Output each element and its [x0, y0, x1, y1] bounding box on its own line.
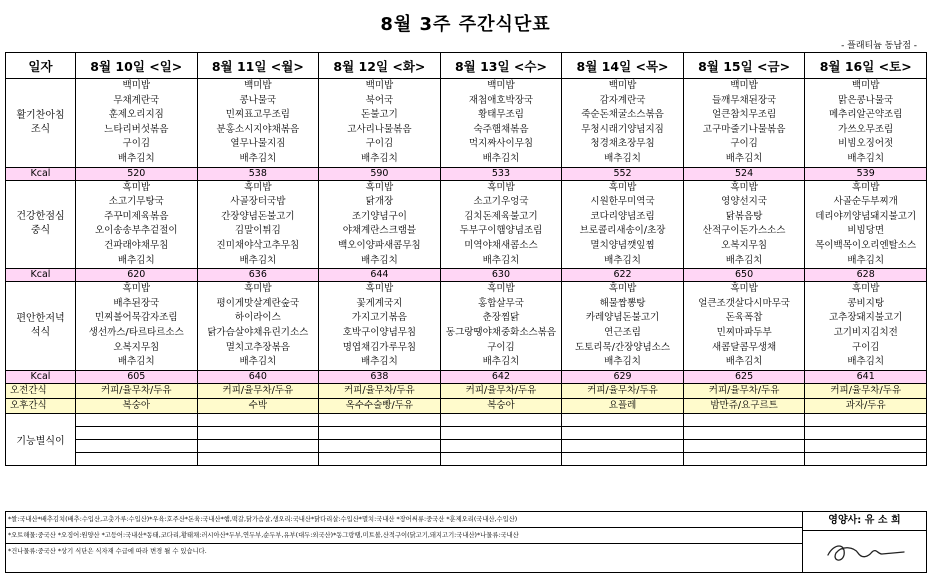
menu-item: 소고기우엉국 — [473, 196, 529, 208]
menu-cell — [76, 180, 198, 269]
kcal-value: 642 — [440, 370, 562, 383]
snack-cell: 커피/율무차/두유 — [805, 383, 927, 398]
menu-item: 배추김치 — [239, 152, 277, 164]
menu-item: 배추김치 — [117, 254, 155, 266]
menu-item: 배추김치 — [604, 152, 641, 164]
menu-item: 흑미밥 — [487, 181, 515, 193]
menu-item: 배추김치 — [482, 152, 520, 164]
diet-cell — [319, 413, 441, 426]
meal-row — [6, 79, 927, 168]
diet-cell — [805, 413, 927, 426]
menu-item: 흑미밥 — [851, 283, 880, 295]
kcal-value: 520 — [76, 167, 198, 180]
menu-item: 흑미밥 — [122, 181, 151, 193]
menu-item: 배추김치 — [361, 152, 398, 164]
kcal-value: 590 — [319, 167, 441, 180]
diet-cell — [805, 452, 927, 465]
kcal-value: 625 — [683, 370, 805, 383]
menu-item: 배추김치 — [482, 356, 520, 368]
menu-item: 배추김치 — [725, 254, 763, 266]
menu-item: 분홍소시지야채볶음 — [216, 123, 300, 135]
origin-note: *오트해물:중국산 *오징어:원양산 *고등어:국내산*동태,코다리,황태채:러시아산*두부,연두부,순두부,유부(대두:외국산)*동그랑땡,미트볼,산적구이(닭고기,돼지고기:국내산)*나물류:국내산 — [6, 528, 802, 544]
menu-item: 흑미밥 — [244, 181, 272, 193]
meal-label — [6, 282, 76, 371]
menu-item: 춘장찜닭 — [482, 312, 520, 324]
menu-item: 배추김치 — [725, 152, 763, 164]
snack-row — [6, 398, 927, 413]
menu-item: 하이라이스 — [234, 312, 281, 324]
menu-cell — [683, 79, 805, 168]
menu-item: 미역야채새콤소스 — [464, 239, 538, 251]
menu-item: 무채계란국 — [113, 94, 160, 106]
kcal-value: 650 — [683, 269, 805, 282]
diet-cell — [197, 452, 319, 465]
menu-item: 고구마줄기나물볶음 — [702, 123, 786, 135]
menu-item: 백미밥 — [487, 80, 515, 91]
kcal-value: 641 — [805, 370, 927, 383]
diet-cell — [319, 439, 441, 452]
diet-row — [6, 452, 927, 465]
day-header: 8월 10일 <일> — [76, 53, 198, 79]
menu-item: 얼큰참치무조림 — [711, 109, 777, 121]
diet-cell — [805, 439, 927, 452]
snack-cell: 커피/율무차/두유 — [562, 383, 684, 398]
snack-cell: 복숭아 — [76, 398, 198, 413]
menu-item: 브로콜리새송이/초장 — [579, 225, 666, 237]
menu-cell — [805, 282, 927, 371]
diet-cell — [76, 426, 198, 439]
menu-item: 도토리묵/간장양념소스 — [575, 341, 671, 353]
menu-item: 무청시래기양념지짐 — [581, 123, 664, 135]
menu-item: 황태무조림 — [478, 109, 524, 121]
menu-item: 진미채야삭고추무침 — [216, 239, 300, 251]
diet-row — [6, 413, 927, 426]
dietitian-name: 영양사: 유 소 희 — [803, 512, 926, 531]
menu-item: 흑미밥 — [122, 283, 151, 295]
menu-cell — [562, 79, 684, 168]
footer — [5, 511, 927, 573]
menu-cell — [683, 282, 805, 371]
menu-item: 구이김 — [730, 138, 758, 150]
menu-item: 꽃게계국지 — [356, 297, 403, 309]
kcal-label: Kcal — [6, 269, 76, 282]
page-title: 8월 3주 주간식단표 — [380, 14, 551, 35]
menu-item: 멸치양념깻잎찜 — [590, 239, 655, 251]
menu-cell — [197, 180, 319, 269]
weekly-menu-table — [5, 52, 927, 466]
menu-item: 돈불고기 — [361, 109, 398, 121]
menu-item: 흑미밥 — [608, 181, 637, 193]
snack-cell: 커피/율무차/두유 — [76, 383, 198, 398]
menu-item: 배추김치 — [604, 254, 641, 266]
kcal-value: 524 — [683, 167, 805, 180]
menu-cell — [562, 180, 684, 269]
kcal-row — [6, 167, 927, 180]
kcal-value: 538 — [197, 167, 319, 180]
menu-item: 구이김 — [365, 138, 394, 150]
menu-item: 김말이튀김 — [234, 225, 281, 237]
diet-cell — [197, 426, 319, 439]
menu-item: 동그랑땡야채중화소스볶음 — [445, 326, 557, 338]
signature-box — [803, 511, 927, 573]
meal-label — [6, 180, 76, 269]
date-header: 일자 — [6, 53, 76, 79]
menu-cell — [76, 79, 198, 168]
diet-cell — [683, 439, 805, 452]
menu-item: 얼큰조갯살다시마무국 — [698, 297, 790, 309]
diet-cell — [319, 426, 441, 439]
day-header: 8월 11일 <월> — [197, 53, 319, 79]
menu-item: 배추김치 — [117, 152, 155, 164]
diet-cell — [440, 452, 562, 465]
diet-label: 기능별식이 — [6, 413, 76, 465]
kcal-value: 620 — [76, 269, 198, 282]
menu-item: 고기비지김치전 — [833, 326, 898, 338]
menu-item: 흑미밥 — [244, 283, 272, 295]
diet-cell — [440, 426, 562, 439]
snack-label: 오후간식 — [6, 398, 76, 413]
menu-item: 콩나물국 — [239, 94, 277, 106]
diet-cell — [440, 413, 562, 426]
menu-item: 흑미밥 — [730, 181, 758, 193]
diet-cell — [197, 413, 319, 426]
menu-item: 흑미밥 — [851, 181, 880, 193]
menu-item: 고추장돼지불고기 — [828, 312, 903, 324]
menu-cell — [197, 282, 319, 371]
menu-cell — [197, 79, 319, 168]
header-row — [6, 53, 927, 79]
menu-item: 들깨무채된장국 — [711, 94, 777, 106]
menu-item: 연근조림 — [604, 326, 641, 338]
menu-item: 먹지짜사이무침 — [468, 138, 534, 150]
menu-item: 배추김치 — [239, 356, 277, 368]
menu-item: 닭가슴살야채유린기소스 — [207, 326, 309, 338]
origin-note: *건나물류:중국산 *상기 식단은 식자재 수급에 따라 변경 될 수 있습니다. — [8, 548, 207, 555]
day-header: 8월 16일 <토> — [805, 53, 927, 79]
kcal-row — [6, 269, 927, 282]
menu-item: 배추김치 — [604, 356, 641, 368]
menu-item: 배추된장국 — [113, 297, 160, 309]
kcal-value: 622 — [562, 269, 684, 282]
menu-item: 배추김치 — [361, 356, 398, 368]
day-header: 8월 14일 <목> — [562, 53, 684, 79]
snack-cell: 복숭아 — [440, 398, 562, 413]
snack-cell: 옥수수술빵/두유 — [319, 398, 441, 413]
menu-item: 배추김치 — [482, 254, 520, 266]
menu-cell — [319, 282, 441, 371]
menu-item: 배추김치 — [361, 254, 398, 266]
branch-name: - 플래티늄 동남점 - — [841, 41, 917, 51]
meal-row — [6, 180, 927, 269]
menu-item: 숙주햄채볶음 — [473, 123, 529, 135]
menu-item: 간장양념돈불고기 — [221, 210, 295, 222]
kcal-row — [6, 370, 927, 383]
menu-item: 가쓰오무조림 — [838, 123, 894, 135]
origin-note: *쌀:국내산*배추김치(배추:수입산,고춧가루:수입산)*우육:호주산*돈육:국내산*햄,떡갈,닭가슴살,생오리:국내산*닭다리살:수입산*멸치:국내산 *장어써류:중국산 *훈제오리(국내산,수입산) — [6, 512, 802, 528]
menu-cell — [319, 79, 441, 168]
snack-cell: 수박 — [197, 398, 319, 413]
menu-item: 산적구이돈가스소스 — [702, 225, 786, 237]
menu-item: 배추김치 — [847, 152, 885, 164]
kcal-value: 629 — [562, 370, 684, 383]
kcal-value: 644 — [319, 269, 441, 282]
menu-item: 데리야끼양념돼지불고기 — [815, 210, 917, 222]
menu-item: 목이백목이오리엔탈소스 — [815, 239, 917, 251]
menu-item: 배추김치 — [847, 356, 885, 368]
menu-item: 열무나물지짐 — [230, 138, 286, 150]
menu-item: 백미밥 — [365, 80, 394, 91]
day-header: 8월 15일 <금> — [683, 53, 805, 79]
menu-item: 건파래야채무침 — [104, 239, 169, 251]
menu-item: 평이게맛살계란숲국 — [216, 297, 300, 309]
menu-item: 민찌볼어묵감자조림 — [94, 312, 178, 324]
menu-item: 재첩애호박장국 — [468, 94, 534, 106]
snack-cell: 커피/율무차/두유 — [440, 383, 562, 398]
meal-label-line: 활기찬아침 — [16, 109, 65, 121]
diet-cell — [562, 452, 684, 465]
snack-cell: 밤만쥬/요구르트 — [683, 398, 805, 413]
menu-item: 메추리알곤약조림 — [828, 109, 903, 121]
meal-row — [6, 282, 927, 371]
menu-item: 민찌마파두부 — [716, 326, 772, 338]
snack-cell: 요플레 — [562, 398, 684, 413]
menu-cell — [76, 282, 198, 371]
kcal-value: 628 — [805, 269, 927, 282]
menu-item: 구이김 — [122, 138, 151, 150]
menu-cell — [805, 79, 927, 168]
menu-item: 카레양념돈불고기 — [585, 312, 660, 324]
snack-cell: 커피/율무차/두유 — [683, 383, 805, 398]
menu-item: 콩비지탕 — [847, 297, 885, 309]
signature-icon — [820, 535, 910, 569]
menu-item: 사골장터국밥 — [230, 196, 286, 208]
menu-item: 백미밥 — [244, 80, 272, 91]
menu-item: 홍합살무국 — [478, 297, 524, 309]
diet-row — [6, 426, 927, 439]
menu-item: 가지고기볶음 — [351, 312, 407, 324]
diet-cell — [197, 439, 319, 452]
diet-cell — [562, 413, 684, 426]
menu-cell — [440, 180, 562, 269]
menu-item: 감자계란국 — [599, 94, 646, 106]
menu-cell — [683, 180, 805, 269]
kcal-value: 605 — [76, 370, 198, 383]
menu-cell — [440, 282, 562, 371]
day-header: 8월 12일 <화> — [319, 53, 441, 79]
menu-item: 닭볶음탕 — [725, 210, 763, 222]
kcal-value: 630 — [440, 269, 562, 282]
kcal-value: 533 — [440, 167, 562, 180]
kcal-value: 636 — [197, 269, 319, 282]
menu-item: 닭개장 — [365, 196, 394, 208]
origin-notes — [5, 511, 803, 573]
meal-label — [6, 79, 76, 168]
menu-item: 오복지무침 — [113, 341, 160, 353]
kcal-value: 640 — [197, 370, 319, 383]
menu-item: 흑미밥 — [730, 283, 758, 295]
diet-cell — [805, 426, 927, 439]
meal-label-line: 중식 — [30, 225, 51, 237]
diet-row — [6, 439, 927, 452]
menu-item: 청경채초장무침 — [590, 138, 655, 150]
kcal-value: 638 — [319, 370, 441, 383]
menu-cell — [319, 180, 441, 269]
menu-item: 죽순돈채굴소스볶음 — [581, 109, 664, 121]
menu-item: 백미밥 — [730, 80, 758, 91]
menu-item: 멸치고추장볶음 — [225, 341, 290, 353]
menu-item: 돈육폭찹 — [725, 312, 763, 324]
menu-item: 구이김 — [487, 341, 515, 353]
menu-item: 백미밥 — [851, 80, 880, 91]
meal-label-line: 편안한저녁 — [16, 312, 65, 324]
menu-item: 영양선지국 — [721, 196, 768, 208]
menu-cell — [440, 79, 562, 168]
menu-item: 배추김치 — [117, 356, 155, 368]
day-header: 8월 13일 <수> — [440, 53, 562, 79]
menu-item: 구이김 — [851, 341, 880, 353]
snack-cell: 커피/율무차/두유 — [197, 383, 319, 398]
menu-item: 생선까스/타르타르소스 — [88, 326, 184, 338]
menu-item: 주꾸미제육볶음 — [104, 210, 169, 222]
kcal-value: 552 — [562, 167, 684, 180]
meal-label-line: 조식 — [30, 123, 51, 135]
menu-item: 흑미밥 — [365, 283, 394, 295]
menu-item: 해물짬뽕탕 — [599, 297, 646, 309]
menu-item: 호박구이양념무침 — [342, 326, 417, 338]
menu-item: 코다리양념조림 — [590, 210, 655, 222]
diet-cell — [76, 413, 198, 426]
meal-label-line: 건강한점심 — [16, 211, 65, 223]
diet-cell — [76, 439, 198, 452]
kcal-value: 539 — [805, 167, 927, 180]
diet-cell — [319, 452, 441, 465]
menu-item: 고사리나물볶음 — [347, 123, 412, 135]
menu-item: 오이송송부추겉절이 — [94, 225, 178, 237]
snack-cell: 커피/율무차/두유 — [319, 383, 441, 398]
menu-cell — [805, 180, 927, 269]
diet-cell — [562, 439, 684, 452]
menu-item: 훈제오리지짐 — [108, 109, 164, 121]
snack-row — [6, 383, 927, 398]
menu-item: 백미밥 — [608, 80, 637, 91]
diet-cell — [562, 426, 684, 439]
menu-item: 사골순두부찌개 — [833, 196, 898, 208]
menu-item: 비빔오징어젓 — [838, 138, 894, 150]
kcal-label: Kcal — [6, 167, 76, 180]
diet-cell — [683, 452, 805, 465]
menu-item: 조기양념구이 — [351, 210, 407, 222]
menu-item: 백미밥 — [122, 80, 151, 91]
menu-item: 흑미밥 — [365, 181, 394, 193]
menu-item: 명엽채김가루무침 — [342, 341, 417, 353]
menu-item: 민찌표고무조림 — [225, 109, 290, 121]
menu-item: 배추김치 — [239, 254, 277, 266]
menu-item: 흑미밥 — [608, 283, 637, 295]
menu-item: 맑은콩나물국 — [838, 94, 894, 106]
menu-item: 흑미밥 — [487, 283, 515, 295]
diet-cell — [683, 426, 805, 439]
diet-cell — [683, 413, 805, 426]
menu-item: 북어국 — [365, 94, 394, 106]
snack-label: 오전간식 — [6, 383, 76, 398]
kcal-label: Kcal — [6, 370, 76, 383]
menu-item: 김치돈제육불고기 — [464, 210, 538, 222]
menu-item: 새콤달콤무생채 — [711, 341, 777, 353]
menu-cell — [562, 282, 684, 371]
menu-item: 배추김치 — [725, 356, 763, 368]
menu-item: 비빔당면 — [847, 225, 885, 237]
menu-item: 소고기무탕국 — [108, 196, 164, 208]
menu-item: 시원한무미역국 — [590, 196, 655, 208]
menu-item: 배추김치 — [847, 254, 885, 266]
meal-label-line: 석식 — [30, 326, 51, 338]
diet-cell — [76, 452, 198, 465]
snack-cell: 과자/두유 — [805, 398, 927, 413]
menu-item: 야채계란스크램블 — [342, 225, 417, 237]
diet-cell — [440, 439, 562, 452]
menu-item: 오복지무침 — [721, 239, 768, 251]
menu-item: 느타리버섯볶음 — [104, 123, 169, 135]
menu-item: 백오이양파새콤무침 — [338, 239, 421, 251]
menu-item: 두부구이햄양념조림 — [459, 225, 543, 237]
